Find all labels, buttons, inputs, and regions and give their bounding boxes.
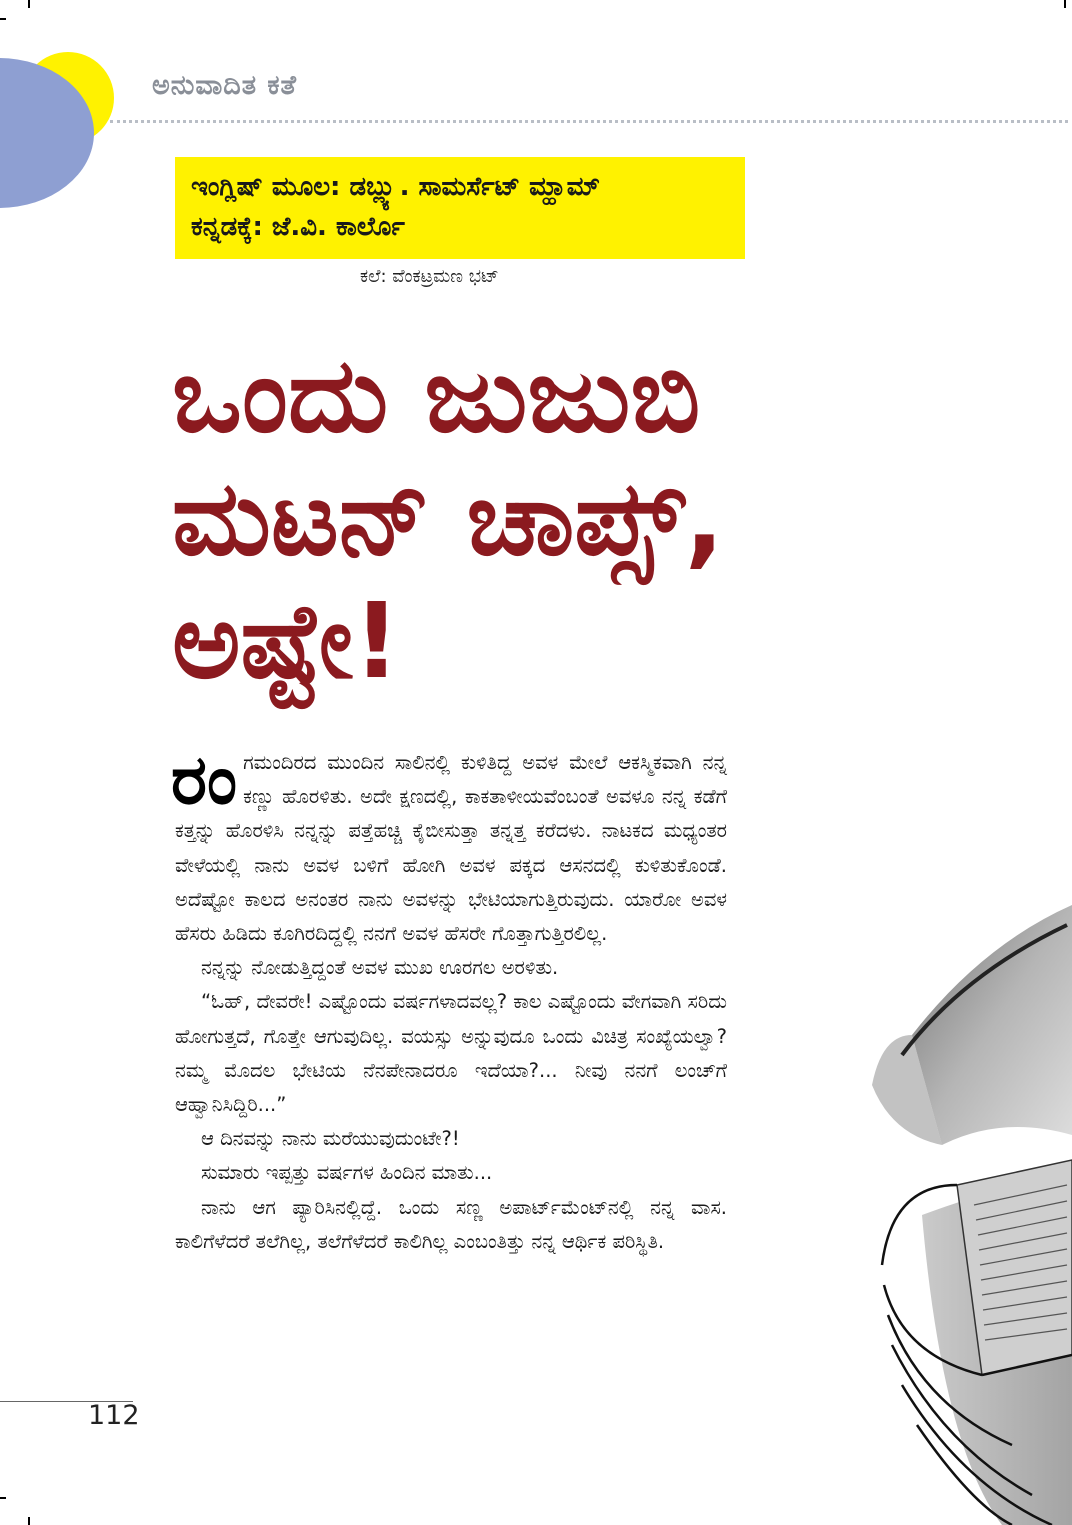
- title-line-2: ಮಟನ್ ಚಾಪ್ಸ್,: [172, 457, 725, 579]
- paragraph: ಸುಮಾರು ಇಪ್ಪತ್ತು ವರ್ಷಗಳ ಹಿಂದಿನ ಮಾತು...: [201, 1161, 493, 1185]
- drop-cap: ರಂ: [171, 741, 238, 820]
- paragraph-text: ಗಮಂದಿರದ ಮುಂದಿನ ಸಾಲಿನಲ್ಲಿ ಕುಳಿತಿದ್ದ ಅವಳ ಮೇಲೆ ಆಕಸ್ಮಿಕವಾಗಿ ನನ್ನ ಕಣ್ಣು ಹೊರಳಿತು. ಅದೇ ಕ್ಷಣದಲ್ಲಿ, ಕಾಕತಾಳೀಯವೆಂಬಂತೆ ಅವಳೂ ನನ್ನ ಕಡೆಗೆ ಕತ್ತನ್ನು ಹೊರಳಿಸಿ ನನ್ನನ್ನು ಪತ್ತೆಹಚ್ಚಿ ಕೈಬೀಸುತ್ತಾ ತನ್ನತ್ತ ಕರೆದಳು. ನಾಟಕದ ಮಧ್ಯಂತರ ವೇಳೆಯಲ್ಲಿ ನಾನು ಅವಳ ಬಳಿಗೆ ಹೋಗಿ ಅವಳ ಪಕ್ಕದ ಆಸನದಲ್ಲಿ ಕುಳಿತುಕೊಂಡೆ. ಅದೆಷ್ಟೋ ಕಾಲದ ಅನಂತರ ನಾನು ಅವಳನ್ನು ಭೇಟಿಯಾಗುತ್ತಿರುವುದು. ಯಾರೋ ಅವಳ ಹೆಸರು ಹಿಡಿದು ಕೂಗಿರದಿದ್ದಲ್ಲಿ ನನಗೆ ಅವಳ ಹೆಸರೇ ಗೊತ್ತಾಗುತ್ತಿರಲಿಲ್ಲ.: [175, 751, 727, 946]
- book-illustration: [862, 885, 1072, 1525]
- paragraph: ಆ ದಿನವನ್ನು ನಾನು ಮರೆಯುವುದುಂಟೇ?!: [201, 1127, 460, 1151]
- paragraph: ನಾನು ಆಗ ಪ್ಯಾರಿಸಿನಲ್ಲಿದ್ದೆ. ಒಂದು ಸಣ್ಣ ಅಪಾರ್ಟ್‌ಮೆಂಟ್‌ನಲ್ಲಿ ನನ್ನ ವಾಸ. ಕಾಲಿಗೆಳೆದರೆ ತಲೆಗಿಲ್ಲ, ತಲೆಗೆಳೆದರೆ ಕಾಲಿಗಿಲ್ಲ ಎಂಬಂತಿತ್ತು ನನ್ನ ಆರ್ಥಿಕ ಪರಿಸ್ಥಿತಿ.: [175, 1195, 727, 1253]
- art-credit: ಕಲೆ: ವೆಂಕಟ್ರಮಣ ಭಟ್: [360, 266, 499, 287]
- section-label: ಅನುವಾದಿತ ಕತೆ: [152, 70, 297, 101]
- crop-mark: [28, 1517, 30, 1525]
- paragraph: ನನ್ನನ್ನು ನೋಡುತ್ತಿದ್ದಂತೆ ಅವಳ ಮುಖ ಊರಗಲ ಅರಳಿತು.: [201, 956, 559, 980]
- title-line-1: ಒಂದು ಜುಜುಬಿ: [172, 334, 701, 456]
- paragraph: “ಓಹ್, ದೇವರೇ! ಎಷ್ಟೊಂದು ವರ್ಷಗಳಾದವಲ್ಲ? ಕಾಲ ಎಷ್ಟೊಂದು ವೇಗವಾಗಿ ಸರಿದು ಹೋಗುತ್ತದೆ, ಗೊತ್ತೇ ಆಗುವುದಿಲ್ಲ. ವಯಸ್ಸು ಅನ್ನುವುದೂ ಒಂದು ವಿಚಿತ್ರ ಸಂಖ್ಯೆಯಲ್ವಾ? ನಮ್ಮ ಮೊದಲ ಭೇಟಿಯ ನೆನಪೇನಾದರೂ ಇದೆಯಾ?... ನೀವು ನನಗೆ ಲಂಚ್‌ಗೆ ಆಹ್ವಾನಿಸಿದ್ದಿರಿ...”: [175, 990, 727, 1117]
- translator-credit: ಕನ್ನಡಕ್ಕೆ: ಜೆ.ವಿ. ಕಾರ್ಲೊ: [191, 212, 405, 242]
- crop-mark: [0, 18, 6, 20]
- crop-mark: [28, 0, 30, 8]
- crop-mark: [0, 1497, 6, 1499]
- dotted-divider: [110, 120, 1068, 123]
- title-line-3: ಅಷ್ಟೇ!: [172, 580, 401, 702]
- story-body: [171, 741, 727, 1259]
- paragraph: [171, 741, 727, 951]
- page-number: 112: [88, 1400, 140, 1431]
- story-title: [172, 334, 932, 703]
- original-author-credit: ಇಂಗ್ಲಿಷ್ ಮೂಲ: ಡಬ್ಲ್ಯು. ಸಾಮರ್ಸೆಟ್ ಮ್ಹಾಮ್: [191, 172, 600, 202]
- credits-box: [175, 157, 745, 259]
- crop-mark: [1064, 0, 1066, 8]
